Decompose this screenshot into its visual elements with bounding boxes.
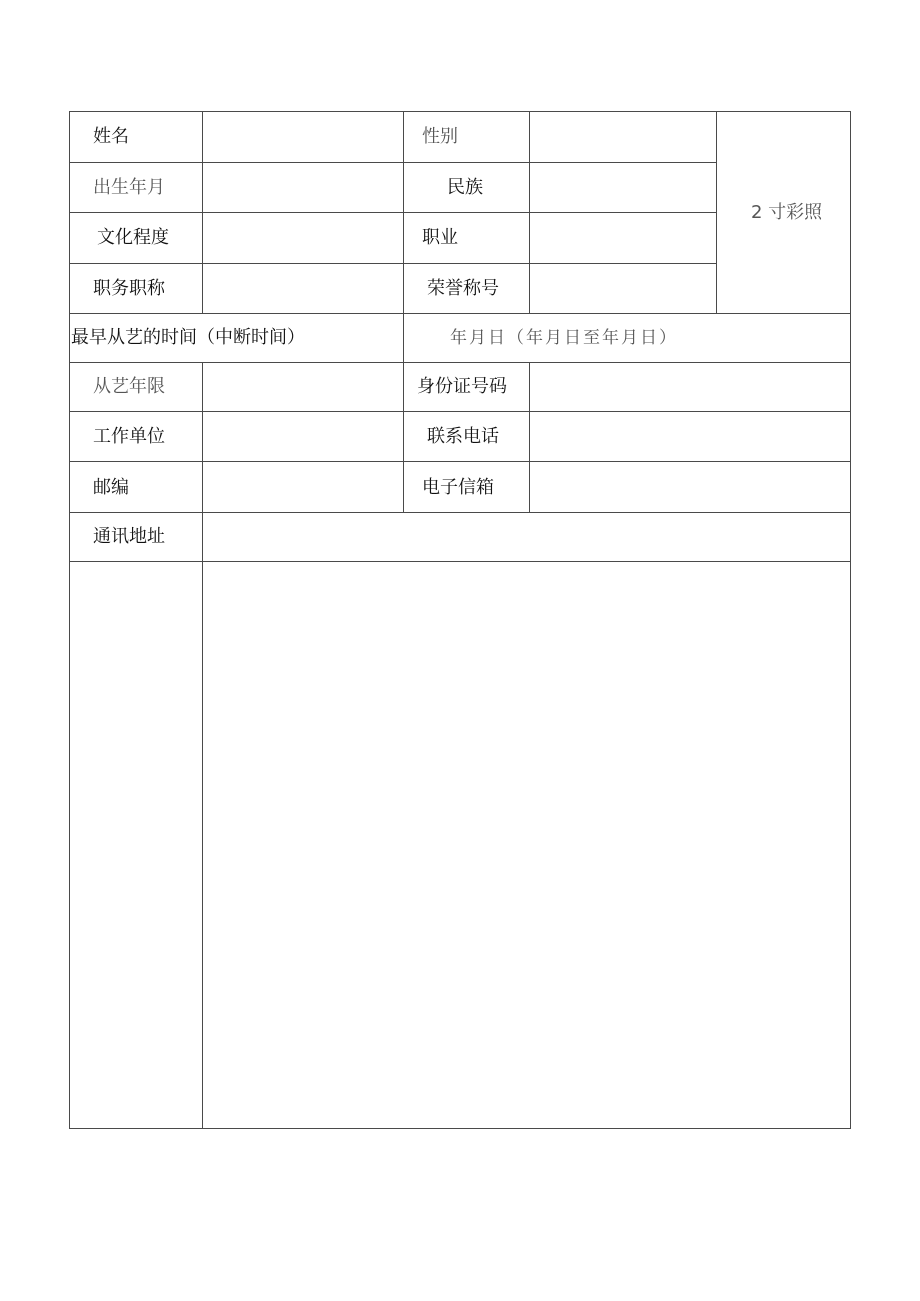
address-label: 通讯地址 <box>93 526 165 547</box>
honor-label: 荣誉称号 <box>427 278 499 299</box>
border-left <box>69 111 70 1129</box>
birth-label: 出生年月 <box>93 177 165 198</box>
zip-label: 邮编 <box>93 477 129 498</box>
gender-label: 性别 <box>422 126 458 147</box>
photo-placeholder: 2 寸彩照 <box>751 202 823 223</box>
education-field[interactable] <box>203 213 403 263</box>
birth-field[interactable] <box>203 163 403 212</box>
phone-field[interactable] <box>530 412 850 461</box>
name-label: 姓名 <box>93 126 129 147</box>
photo-box[interactable] <box>717 112 850 313</box>
id-field[interactable] <box>530 363 850 411</box>
title-label: 职务职称 <box>93 278 165 299</box>
phone-label: 联系电话 <box>427 426 499 447</box>
occupation-label: 职业 <box>422 227 458 248</box>
work-unit-label: 工作单位 <box>93 426 165 447</box>
education-label: 文化程度 <box>97 227 169 248</box>
email-label: 电子信箱 <box>422 477 494 498</box>
address-field[interactable] <box>203 513 850 561</box>
work-unit-field[interactable] <box>203 412 403 461</box>
date-format-hint: 年月日（年月日至年月日） <box>450 328 678 348</box>
honor-field[interactable] <box>530 264 716 313</box>
earliest-art-label: 最早从艺的时间（中断时间） <box>71 327 305 348</box>
zip-field[interactable] <box>203 462 403 512</box>
years-label: 从艺年限 <box>93 376 165 397</box>
earliest-art-date-field[interactable] <box>404 314 850 362</box>
border-right <box>850 111 851 1129</box>
column-divider <box>403 362 404 513</box>
name-field[interactable] <box>203 112 403 162</box>
occupation-field[interactable] <box>530 213 716 263</box>
title-field[interactable] <box>203 264 403 313</box>
email-field[interactable] <box>530 462 850 512</box>
id-label: 身份证号码 <box>417 376 507 397</box>
ethnicity-field[interactable] <box>530 163 716 212</box>
description-area[interactable] <box>203 562 850 1128</box>
gender-field[interactable] <box>530 112 716 162</box>
ethnicity-label: 民族 <box>447 177 483 198</box>
years-field[interactable] <box>203 363 403 411</box>
border-bottom <box>69 1128 851 1129</box>
